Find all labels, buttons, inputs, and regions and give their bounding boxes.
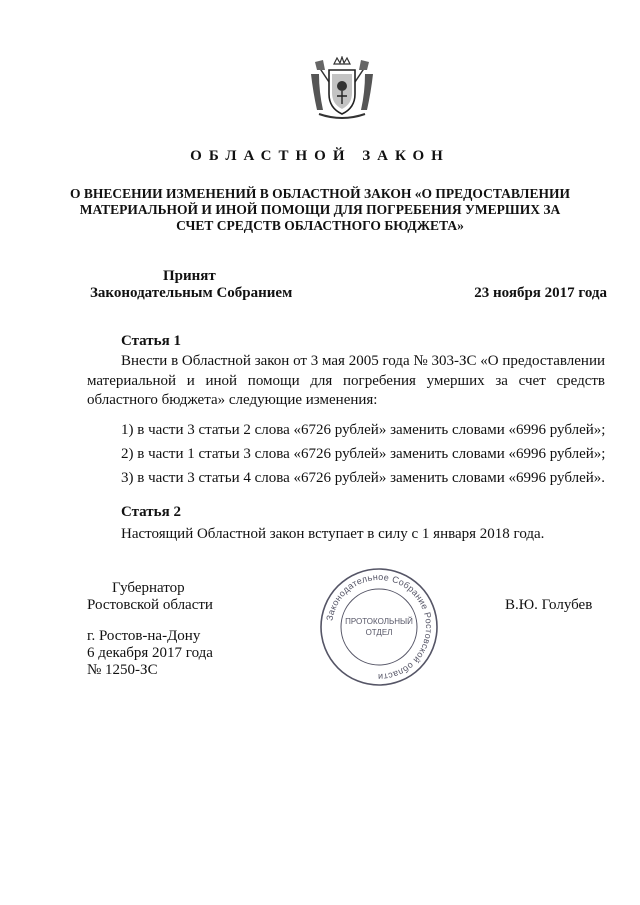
law-number: № 1250-ЗС [87,662,158,678]
law-title: О ВНЕСЕНИИ ИЗМЕНЕНИЙ В ОБЛАСТНОЙ ЗАКОН «О ПРЕДОСТАВЛЕНИИ МАТЕРИАЛЬНОЙ И ИНОЙ ПОМОЩИ ДЛЯ ПОГРЕБЕНИЯ УМЕРШИХ ЗА СЧЕТ СРЕДСТВ ОБЛАСТНОГО БЮДЖЕТА» [70,186,570,233]
signer-position-line1: Губернатор [112,580,185,596]
svg-text:ПРОТОКОЛЬНЫЙ: ПРОТОКОЛЬНЫЙ [345,617,413,626]
article-2-text: Настоящий Областной закон вступает в силу с 1 января 2018 года. [121,526,545,542]
signer-position-line2: Ростовской области [87,597,213,613]
article-1-text: Внести в Областной закон от 3 мая 2005 года № 303-ЗС «О предоставлении материальной и иной помощи для погребения умерших за счет средств областного бюджета» следующие изменения: [87,353,605,408]
coat-of-arms-icon [307,56,377,122]
article-1-item-3: 3) в части 3 статьи 4 слова «6726 рублей» заменить словами «6996 рублей». [121,470,605,486]
article-1-item-1: 1) в части 3 статьи 2 слова «6726 рублей» заменить словами «6996 рублей»; [121,422,606,438]
article-1-title: Статья 1 [121,333,181,349]
signing-date: 6 декабря 2017 года [87,645,213,661]
adopted-label: Принят [163,268,216,284]
signer-name: В.Ю. Голубев [505,597,593,613]
svg-text:ОТДЕЛ: ОТДЕЛ [365,628,393,637]
official-stamp [318,566,440,688]
document-type: ОБЛАСТНОЙ ЗАКОН [190,148,450,164]
article-1-item-2: 2) в части 1 статьи 3 слова «6726 рублей» заменить словами «6996 рублей»; [121,446,606,462]
adopted-by: Законодательным Собранием [90,285,293,301]
article-2-title: Статья 2 [121,504,181,520]
signing-place: г. Ростов-на-Дону [87,628,201,644]
adoption-date: 23 ноября 2017 года [474,285,607,301]
svg-text:Законодательное Собрание Росто: Законодательное Собрание Ростовской области [324,571,435,683]
